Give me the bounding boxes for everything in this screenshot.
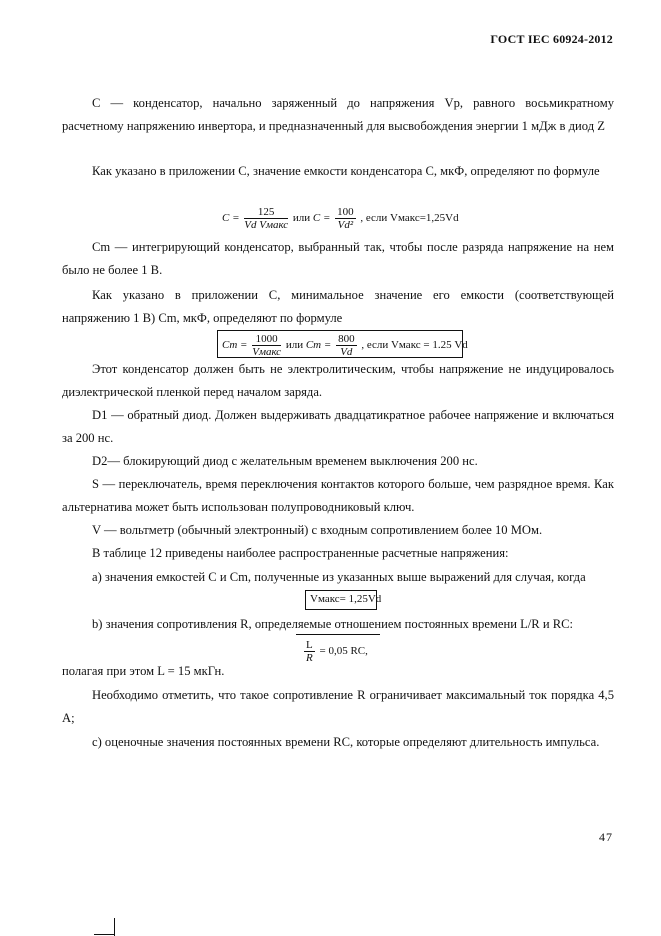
list-item-c: c) оценочные значения постоянных времени RC, которые определяют длительность импульса. bbox=[92, 735, 600, 749]
numerator: 100 bbox=[337, 206, 354, 218]
formula-rhs: = 0,05 RC, bbox=[319, 645, 368, 658]
paragraph-diode-d2: D2— блокирующий диод с желательным временем выключения 200 нс. bbox=[92, 454, 478, 468]
paragraph-resistance-note: Необходимо отметить, что такое сопротивление R ограничивает максимальный ток порядка 4,5 А; bbox=[62, 688, 614, 725]
formula-condition: , если Vмакс=1,25Vd bbox=[360, 212, 459, 225]
paragraph-table-12-intro: В таблице 12 приведены наиболее распространенные расчетные напряжения: bbox=[92, 546, 509, 560]
document-header: ГОСТ IEC 60924-2012 bbox=[490, 32, 613, 46]
formula-overline bbox=[296, 634, 380, 635]
paragraph-integrating-capacitor: Cm — интегрирующий конденсатор, выбранный так, чтобы после разряда напряжение на нем было не более 1 В. bbox=[62, 240, 614, 277]
list-item-a: a) значения емкостей C и Cm, полученные из указанных выше выражений для случая, когда bbox=[92, 570, 586, 584]
paragraph-switch-s: S — переключатель, время переключения контактов которого больше, чем разрядное время. Как альтернатива может быть использован полупроводниковый ключ. bbox=[62, 477, 614, 514]
numerator: L bbox=[306, 639, 313, 651]
paragraph-non-electrolytic: Этот конденсатор должен быть не электролитическим, чтобы напряжение не индуцировалось диэлектрической пленкой перед началом заряда. bbox=[62, 362, 614, 399]
fraction bbox=[252, 333, 281, 358]
fraction bbox=[244, 206, 288, 231]
formula-lhs2: Cm = bbox=[305, 339, 332, 352]
numerator: 125 bbox=[244, 206, 288, 219]
formula-lhs: Cm = bbox=[222, 339, 248, 352]
paragraph-min-capacitance-intro: Как указано в приложении C, минимальное значение его емкости (соответствующей напряжению 1 В) Cm, мкФ, определяют по формуле bbox=[62, 288, 614, 325]
formula-capacitance-cm bbox=[222, 333, 468, 358]
numerator: 1000 bbox=[252, 333, 281, 346]
paragraph-diode-d1: D1 — обратный диод. Должен выдерживать двадцатикратное рабочее напряжение и включаться за 200 нс. bbox=[62, 408, 614, 445]
formula-lhs: C = bbox=[222, 212, 240, 225]
denominator: Vd bbox=[340, 346, 353, 358]
fraction bbox=[335, 206, 356, 231]
paragraph-voltmeter-v: V — вольтметр (обычный электронный) с входным сопротивлением более 10 МОм. bbox=[92, 523, 543, 537]
page-number: 47 bbox=[599, 830, 613, 844]
fraction bbox=[336, 333, 357, 358]
paragraph-capacitance-formula-intro: Как указано в приложении C, значение емкости конденсатора C, мкФ, определяют по формуле bbox=[92, 164, 600, 178]
formula-lhs2: C = bbox=[312, 212, 331, 225]
formula-condition: , если Vмакс = 1.25 Vd bbox=[361, 339, 468, 352]
denominator: Vd Vмакс bbox=[244, 219, 289, 231]
corner-mark bbox=[94, 934, 115, 935]
numerator: 800 bbox=[338, 333, 355, 345]
denominator: Vмакс bbox=[252, 346, 282, 358]
formula-vmax: Vмакс= 1,25Vd bbox=[310, 593, 382, 605]
denominator: Vd² bbox=[337, 219, 354, 231]
formula-or: или bbox=[285, 339, 304, 352]
list-item-b: b) значения сопротивления R, определяемые отношением постоянных времени L/R и RC: bbox=[92, 617, 574, 631]
paragraph-capacitor-c: C — конденсатор, начально заряженный до напряжения Vp, равного восьмикратному расчетному напряжению инвертора, и предназначенный для высвобождения энергии 1 мДж в диод Z bbox=[62, 96, 614, 133]
denominator: R bbox=[306, 652, 313, 664]
paragraph-inductance: полагая при этом L = 15 мкГн. bbox=[62, 664, 225, 678]
formula-capacitance-c bbox=[222, 206, 459, 231]
formula-or: или bbox=[292, 212, 311, 225]
